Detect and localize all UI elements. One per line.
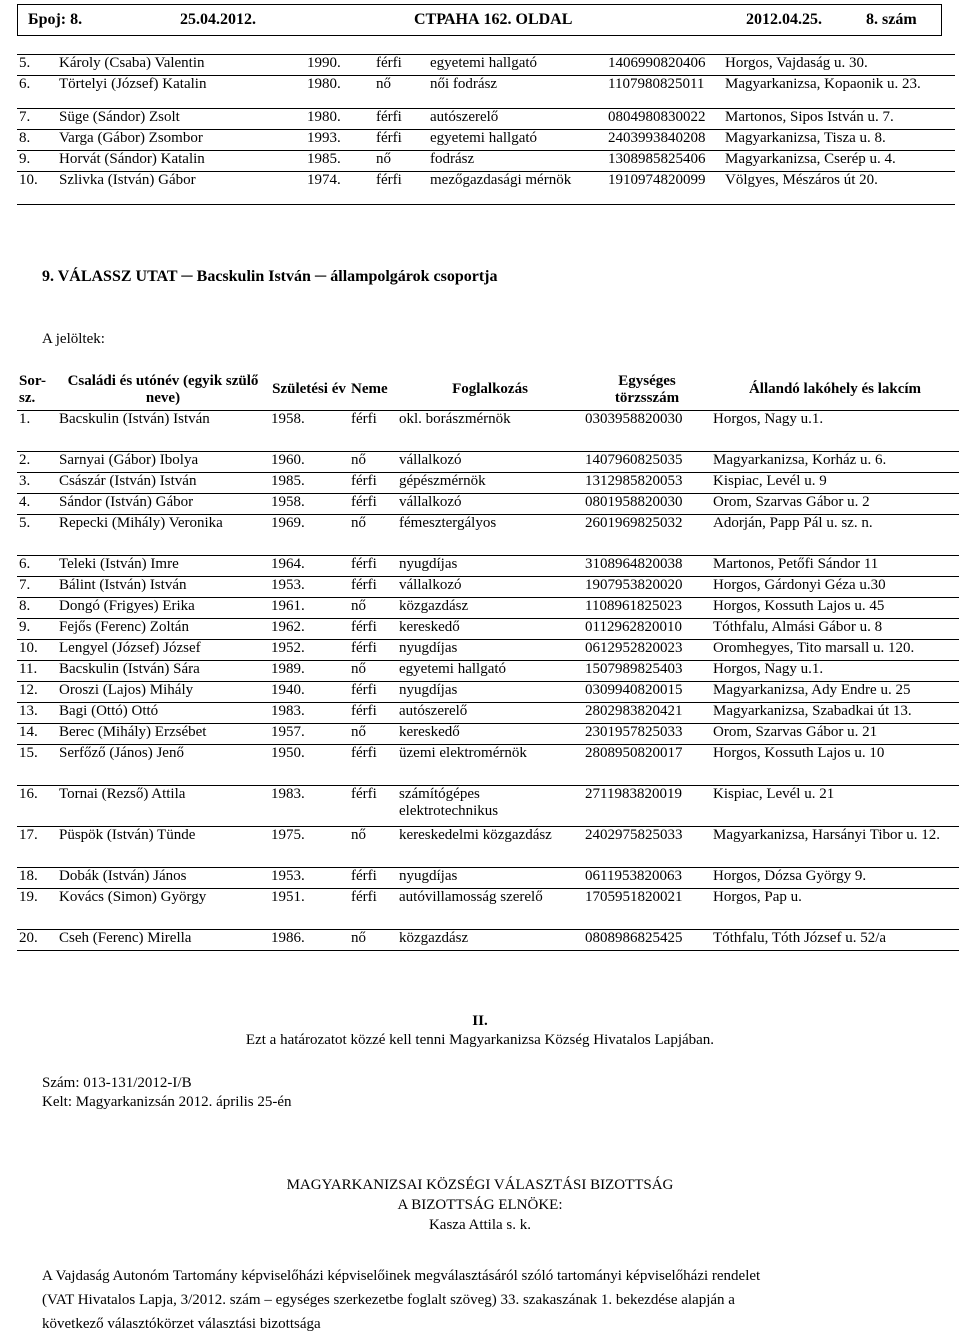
row-number: 11. [17, 660, 57, 681]
candidate-name: Fejős (Ferenc) Zoltán [57, 618, 269, 639]
registry-number: 0112962820010 [583, 618, 711, 639]
candidate-name: Bálint (István) István [57, 576, 269, 597]
sex: nő [349, 514, 397, 555]
occupation: nyugdíjas [397, 639, 583, 660]
list-title: 9. VÁLASSZ UTAT ─ Bacskulin István ─ állampolgárok csoportja [42, 268, 498, 285]
table-row [17, 130, 955, 151]
occupation: kereskedelmi közgazdász [397, 826, 583, 867]
row-number: 9. [17, 151, 57, 172]
row-number: 13. [17, 702, 57, 723]
birth-year: 1957. [269, 723, 349, 744]
registry-number: 1407960825035 [583, 451, 711, 472]
registry-number: 1705951820021 [583, 888, 711, 929]
birth-year: 1958. [269, 410, 349, 451]
candidate-name: Törtelyi (József) Katalin [57, 76, 305, 109]
occupation: vállalkozó [397, 576, 583, 597]
sex: nő [349, 597, 397, 618]
address: Völgyes, Mészáros út 20. [723, 172, 955, 205]
birth-year: 1952. [269, 639, 349, 660]
table-row [17, 410, 959, 451]
address: Magyarkanizsa, Korház u. 6. [711, 451, 959, 472]
table-row [17, 826, 959, 867]
registry-number: 1907953820020 [583, 576, 711, 597]
occupation: egyetemi hallgató [397, 660, 583, 681]
registry-number: 2802983820421 [583, 702, 711, 723]
occupation: autószerelő [428, 109, 606, 130]
birth-year: 1980. [305, 109, 374, 130]
birth-year: 1983. [269, 785, 349, 826]
birth-year: 1989. [269, 660, 349, 681]
candidate-name: Varga (Gábor) Zsombor [57, 130, 305, 151]
registry-number: 0804980830022 [606, 109, 723, 130]
birth-year: 1964. [269, 555, 349, 576]
address: Horgos, Kossuth Lajos u. 10 [711, 744, 959, 785]
address: Magyarkanizsa, Tisza u. 8. [723, 130, 955, 151]
col-header-sex: Neme [349, 370, 397, 410]
address: Magyarkanizsa, Cserép u. 4. [723, 151, 955, 172]
registry-number: 1406990820406 [606, 55, 723, 76]
birth-year: 1962. [269, 618, 349, 639]
table-row [17, 785, 959, 826]
row-number: 2. [17, 451, 57, 472]
occupation: vállalkozó [397, 451, 583, 472]
sex: férfi [374, 109, 428, 130]
page-number: СТРАНА 162. OLDAL [414, 11, 573, 28]
address: Kispiac, Levél u. 9 [711, 472, 959, 493]
sex: nő [349, 723, 397, 744]
sex: férfi [349, 702, 397, 723]
table-row [17, 493, 959, 514]
birth-year: 1953. [269, 576, 349, 597]
row-number: 7. [17, 576, 57, 597]
row-number: 6. [17, 555, 57, 576]
sex: nő [349, 826, 397, 867]
birth-year: 1940. [269, 681, 349, 702]
table-row [17, 472, 959, 493]
table-row [17, 639, 959, 660]
registry-number: 1308985825406 [606, 151, 723, 172]
registry-number: 0303958820030 [583, 410, 711, 451]
footer-line-2: (VAT Hivatalos Lapja, 3/2012. szám – egységes szerkezetbe foglalt szöveg) 33. szakaszának 1. bekezdése alapján a [42, 1292, 735, 1308]
row-number: 16. [17, 785, 57, 826]
row-number: 6. [17, 76, 57, 109]
table-row [17, 702, 959, 723]
table-row [17, 76, 955, 109]
col-header-name: Családi és utónév (egyik szülő neve) [57, 370, 269, 410]
row-number: 10. [17, 639, 57, 660]
occupation: egyetemi hallgató [428, 130, 606, 151]
sex: férfi [349, 888, 397, 929]
registry-number: 0801958820030 [583, 493, 711, 514]
address: Horgos, Gárdonyi Géza u.30 [711, 576, 959, 597]
col-header-job: Foglalkozás [397, 370, 583, 410]
candidate-name: Bacskulin (István) István [57, 410, 269, 451]
registry-number: 1107980825011 [606, 76, 723, 109]
candidate-name: Berec (Mihály) Erzsébet [57, 723, 269, 744]
registry-number: 2403993840208 [606, 130, 723, 151]
sex: férfi [349, 618, 397, 639]
registry-number: 2601969825032 [583, 514, 711, 555]
table-row [17, 660, 959, 681]
committee-name: MAGYARKANIZSAI KÖZSÉGI VÁLASZTÁSI BIZOTTSÁG [286, 1177, 674, 1193]
candidate-name: Püspök (István) Tünde [57, 826, 269, 867]
occupation: közgazdász [397, 929, 583, 950]
page-header [17, 4, 942, 36]
candidate-name: Süge (Sándor) Zsolt [57, 109, 305, 130]
address: Horgos, Dózsa György 9. [711, 867, 959, 888]
address: Tóthfalu, Tóth József u. 52/a [711, 929, 959, 950]
occupation: nyugdíjas [397, 867, 583, 888]
candidate-name: Sarnyai (Gábor) Ibolya [57, 451, 269, 472]
candidate-name: Bacskulin (István) Sára [57, 660, 269, 681]
sex: férfi [349, 744, 397, 785]
issue-date-hu: 2012.04.25. [746, 11, 822, 28]
candidate-name: Teleki (István) Imre [57, 555, 269, 576]
row-number: 12. [17, 681, 57, 702]
birth-year: 1953. [269, 867, 349, 888]
birth-year: 1950. [269, 744, 349, 785]
birth-year: 1975. [269, 826, 349, 867]
candidate-name: Serfőző (János) Jenő [57, 744, 269, 785]
registry-number: 1507989825403 [583, 660, 711, 681]
table-row [17, 514, 959, 555]
row-number: 1. [17, 410, 57, 451]
row-number: 4. [17, 493, 57, 514]
sex: férfi [349, 410, 397, 451]
address: Magyarkanizsa, Harsányi Tibor u. 12. [711, 826, 959, 867]
occupation: fodrász [428, 151, 606, 172]
row-number: 5. [17, 55, 57, 76]
publish-note: Ezt a határozatot közzé kell tenni Magyarkanizsa Község Hivatalos Lapjában. [245, 1032, 715, 1048]
occupation: nyugdíjas [397, 555, 583, 576]
footer-line-1: A Vajdaság Autonóm Tartomány képviselőházi képviselőinek megválasztásáról szóló tartományi képviselőházi rendelet [42, 1268, 761, 1284]
birth-year: 1961. [269, 597, 349, 618]
birth-year: 1958. [269, 493, 349, 514]
occupation: autószerelő [397, 702, 583, 723]
address: Horgos, Kossuth Lajos u. 45 [711, 597, 959, 618]
chair-name: Kasza Attila s. k. [428, 1217, 532, 1233]
col-header-no: Sor-sz. [17, 370, 57, 410]
occupation: okl. borászmérnök [397, 410, 583, 451]
issue-number: Број: 8. [28, 11, 83, 28]
birth-year: 1983. [269, 702, 349, 723]
candidate-name: Tornai (Rezső) Attila [57, 785, 269, 826]
occupation: gépészmérnök [397, 472, 583, 493]
registry-number: 1312985820053 [583, 472, 711, 493]
row-number: 8. [17, 597, 57, 618]
occupation: női fodrász [428, 76, 606, 109]
row-number: 19. [17, 888, 57, 929]
sex: férfi [349, 555, 397, 576]
registry-number: 0611953820063 [583, 867, 711, 888]
candidate-name: Repecki (Mihály) Veronika [57, 514, 269, 555]
address: Horgos, Nagy u.1. [711, 660, 959, 681]
sex: nő [374, 151, 428, 172]
table-row [17, 867, 959, 888]
registry-number: 2301957825033 [583, 723, 711, 744]
sex: férfi [349, 472, 397, 493]
table-row [17, 109, 955, 130]
issue-date: 25.04.2012. [180, 11, 256, 28]
table-row [17, 451, 959, 472]
registry-number: 0808986825425 [583, 929, 711, 950]
candidate-name: Császár (István) István [57, 472, 269, 493]
col-header-birth: Születési év [269, 370, 349, 410]
address: Orom, Szarvas Gábor u. 2 [711, 493, 959, 514]
address: Magyarkanizsa, Ady Endre u. 25 [711, 681, 959, 702]
address: Martonos, Petőfi Sándor 11 [711, 555, 959, 576]
row-number: 3. [17, 472, 57, 493]
address: Horgos, Vajdaság u. 30. [723, 55, 955, 76]
registry-number: 1910974820099 [606, 172, 723, 205]
table-row [17, 723, 959, 744]
address: Tóthfalu, Almási Gábor u. 8 [711, 618, 959, 639]
table-row [17, 555, 959, 576]
birth-year: 1960. [269, 451, 349, 472]
registry-number: 1108961825023 [583, 597, 711, 618]
birth-year: 1985. [305, 151, 374, 172]
registry-number: 2402975825033 [583, 826, 711, 867]
table-row [17, 172, 955, 205]
occupation: vállalkozó [397, 493, 583, 514]
occupation: egyetemi hallgató [428, 55, 606, 76]
candidates-label: A jelöltek: [42, 331, 105, 347]
table-row [17, 929, 959, 950]
birth-year: 1969. [269, 514, 349, 555]
occupation: kereskedő [397, 618, 583, 639]
candidate-name: Horvát (Sándor) Katalin [57, 151, 305, 172]
col-header-id: Egységes törzsszám [583, 370, 711, 410]
document-number: Szám: 013-131/2012-I/B [42, 1075, 192, 1091]
registry-number: 2808950820017 [583, 744, 711, 785]
col-header-addr: Állandó lakóhely és lakcím [711, 370, 959, 410]
sex: nő [349, 660, 397, 681]
sex: férfi [349, 576, 397, 597]
row-number: 20. [17, 929, 57, 950]
address: Martonos, Sipos István u. 7. [723, 109, 955, 130]
table-row [17, 618, 959, 639]
sex: férfi [374, 55, 428, 76]
row-number: 9. [17, 618, 57, 639]
occupation: nyugdíjas [397, 681, 583, 702]
candidate-name: Lengyel (József) József [57, 639, 269, 660]
table-row [17, 681, 959, 702]
registry-number: 3108964820038 [583, 555, 711, 576]
candidate-name: Cseh (Ferenc) Mirella [57, 929, 269, 950]
birth-year: 1993. [305, 130, 374, 151]
birth-year: 1986. [269, 929, 349, 950]
sex: férfi [349, 493, 397, 514]
sex: férfi [349, 785, 397, 826]
sex: nő [349, 929, 397, 950]
occupation: közgazdász [397, 597, 583, 618]
table-row [17, 576, 959, 597]
birth-year: 1980. [305, 76, 374, 109]
candidate-name: Oroszi (Lajos) Mihály [57, 681, 269, 702]
row-number: 18. [17, 867, 57, 888]
registry-number: 2711983820019 [583, 785, 711, 826]
sex: férfi [374, 172, 428, 205]
address: Adorján, Papp Pál u. sz. n. [711, 514, 959, 555]
table-row [17, 888, 959, 929]
address: Oromhegyes, Tito marsall u. 120. [711, 639, 959, 660]
birth-year: 1951. [269, 888, 349, 929]
occupation: üzemi elektromérnök [397, 744, 583, 785]
document-date: Kelt: Magyarkanizsán 2012. április 25-én [42, 1094, 292, 1110]
sex: férfi [349, 681, 397, 702]
row-number: 14. [17, 723, 57, 744]
sex: férfi [349, 639, 397, 660]
candidate-name: Dobák (István) János [57, 867, 269, 888]
address: Kispiac, Levél u. 21 [711, 785, 959, 826]
row-number: 10. [17, 172, 57, 205]
address: Magyarkanizsa, Kopaonik u. 23. [723, 76, 955, 109]
occupation: számítógépes elektrotechnikus [397, 785, 583, 826]
candidate-name: Bagi (Ottó) Ottó [57, 702, 269, 723]
candidate-name: Sándor (István) Gábor [57, 493, 269, 514]
table-row [17, 744, 959, 785]
row-number: 7. [17, 109, 57, 130]
sex: nő [374, 76, 428, 109]
occupation: kereskedő [397, 723, 583, 744]
candidate-name: Kovács (Simon) György [57, 888, 269, 929]
address: Magyarkanizsa, Szabadkai út 13. [711, 702, 959, 723]
row-number: 8. [17, 130, 57, 151]
table-row [17, 597, 959, 618]
address: Horgos, Nagy u.1. [711, 410, 959, 451]
sex: nő [349, 451, 397, 472]
footer-line-3: következő választókörzet választási bizottsága [42, 1316, 321, 1332]
previous-list-table [17, 54, 955, 205]
birth-year: 1990. [305, 55, 374, 76]
registry-number: 0612952820023 [583, 639, 711, 660]
birth-year: 1985. [269, 472, 349, 493]
table-row [17, 55, 955, 76]
row-number: 5. [17, 514, 57, 555]
sex: férfi [349, 867, 397, 888]
row-number: 15. [17, 744, 57, 785]
occupation: autóvillamosság szerelő [397, 888, 583, 929]
registry-number: 0309940820015 [583, 681, 711, 702]
issue-number-hu: 8. szám [866, 11, 917, 28]
birth-year: 1974. [305, 172, 374, 205]
candidate-name: Károly (Csaba) Valentin [57, 55, 305, 76]
occupation: fémesztergályos [397, 514, 583, 555]
sex: férfi [374, 130, 428, 151]
candidate-name: Dongó (Frigyes) Erika [57, 597, 269, 618]
section-roman: II. [472, 1013, 488, 1029]
address: Horgos, Pap u. [711, 888, 959, 929]
table-row [17, 151, 955, 172]
chair-title: A BIZOTTSÁG ELNÖKE: [397, 1197, 563, 1213]
occupation: mezőgazdasági mérnök [428, 172, 606, 205]
candidates-table [17, 370, 959, 951]
address: Orom, Szarvas Gábor u. 21 [711, 723, 959, 744]
candidate-name: Szlivka (István) Gábor [57, 172, 305, 205]
row-number: 17. [17, 826, 57, 867]
